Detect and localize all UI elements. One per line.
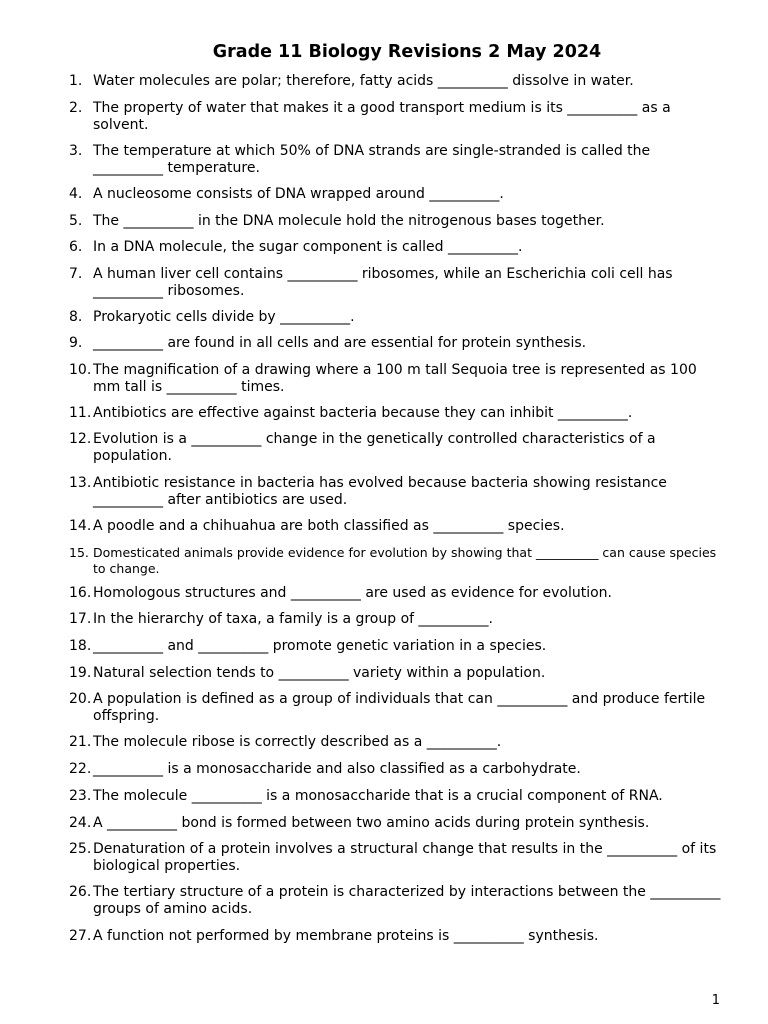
question-number: 8.: [69, 309, 83, 325]
question-item: [69, 884, 721, 917]
question-item: [69, 691, 721, 724]
question-text: Domesticated animals provide evidence for evolution by showing that __________ can cause species to change.: [93, 545, 717, 576]
question-text: The molecule __________ is a monosaccharide that is a crucial component of RNA.: [93, 788, 663, 804]
question-item: [69, 266, 721, 299]
question-item: [69, 841, 721, 874]
question-text: The __________ in the DNA molecule hold the nitrogenous bases together.: [93, 213, 605, 229]
question-item: [69, 335, 721, 352]
question-item: [69, 362, 721, 395]
question-item: [69, 405, 721, 422]
question-number: 9.: [69, 335, 83, 351]
page-title: Grade 11 Biology Revisions 2 May 2024: [212, 42, 602, 62]
question-text: A __________ bond is formed between two amino acids during protein synthesis.: [93, 815, 650, 831]
question-number: 24.: [69, 815, 92, 831]
question-item: [69, 518, 721, 535]
question-text: __________ are found in all cells and are essential for protein synthesis.: [93, 335, 587, 351]
question-number: 18.: [69, 638, 92, 654]
question-item: [69, 815, 721, 832]
question-number: 19.: [69, 665, 92, 681]
question-text: In a DNA molecule, the sugar component is called __________.: [93, 239, 523, 255]
question-text: A poodle and a chihuahua are both classified as __________ species.: [93, 518, 565, 534]
question-text: Evolution is a __________ change in the genetically controlled characteristics of a population.: [93, 431, 656, 464]
question-text: The temperature at which 50% of DNA strands are single-stranded is called the __________ temperature.: [93, 143, 651, 176]
question-number: 22.: [69, 761, 92, 777]
question-item: [69, 585, 721, 602]
question-text: Antibiotics are effective against bacteria because they can inhibit __________.: [93, 405, 633, 421]
question-text: The property of water that makes it a good transport medium is its __________ as a solvent.: [93, 100, 671, 133]
question-item: [69, 213, 721, 230]
question-number: 4.: [69, 186, 83, 202]
question-number: 2.: [69, 100, 83, 116]
question-text: Homologous structures and __________ are used as evidence for evolution.: [93, 585, 612, 601]
question-text: Water molecules are polar; therefore, fatty acids __________ dissolve in water.: [93, 73, 634, 89]
question-number: 25.: [69, 841, 92, 857]
question-number: 3.: [69, 143, 83, 159]
question-text: Denaturation of a protein involves a structural change that results in the __________ of its biological properties.: [93, 841, 717, 874]
question-item: [69, 143, 721, 176]
question-text: Natural selection tends to __________ variety within a population.: [93, 665, 546, 681]
question-number: 6.: [69, 239, 83, 255]
question-number: 17.: [69, 611, 92, 627]
question-item: [69, 545, 721, 576]
question-item: [69, 928, 721, 945]
question-text: The molecule ribose is correctly described as a __________.: [93, 734, 502, 750]
question-number: 7.: [69, 266, 83, 282]
question-text: A population is defined as a group of individuals that can __________ and produce fertile offspring.: [93, 691, 706, 724]
question-number: 14.: [69, 518, 92, 534]
question-text: Antibiotic resistance in bacteria has evolved because bacteria showing resistance __________ after antibiotics are used.: [93, 475, 667, 508]
question-item: [69, 431, 721, 464]
question-number: 13.: [69, 475, 92, 491]
question-number: 16.: [69, 585, 92, 601]
question-item: [69, 761, 721, 778]
question-number: 27.: [69, 928, 92, 944]
question-number: 11.: [69, 405, 92, 421]
question-item: [69, 734, 721, 751]
question-number: 1.: [69, 73, 83, 89]
question-text: A nucleosome consists of DNA wrapped around __________.: [93, 186, 504, 202]
question-item: [69, 788, 721, 805]
question-item: [69, 665, 721, 682]
question-number: 26.: [69, 884, 92, 900]
question-number: 20.: [69, 691, 92, 707]
question-text: The magnification of a drawing where a 100 m tall Sequoia tree is represented as 100 mm tall is __________ times.: [93, 362, 697, 395]
question-item: [69, 73, 721, 90]
question-item: [69, 611, 721, 628]
question-text: The tertiary structure of a protein is characterized by interactions between the __________ groups of amino acids.: [93, 884, 721, 917]
question-item: [69, 475, 721, 508]
question-item: [69, 638, 721, 655]
question-number: 21.: [69, 734, 92, 750]
question-number: 23.: [69, 788, 92, 804]
question-item: [69, 186, 721, 203]
page-number: 1: [711, 993, 720, 1008]
question-text: __________ is a monosaccharide and also classified as a carbohydrate.: [93, 761, 581, 777]
question-text: A function not performed by membrane proteins is __________ synthesis.: [93, 928, 599, 944]
question-number: 5.: [69, 213, 83, 229]
question-text: A human liver cell contains __________ ribosomes, while an Escherichia coli cell has __________ ribosomes.: [93, 266, 673, 299]
question-item: [69, 309, 721, 326]
question-number: 15.: [69, 545, 89, 560]
question-text: __________ and __________ promote genetic variation in a species.: [93, 638, 547, 654]
question-item: [69, 239, 721, 256]
question-number: 10.: [69, 362, 92, 378]
question-text: In the hierarchy of taxa, a family is a group of __________.: [93, 611, 493, 627]
question-text: Prokaryotic cells divide by __________.: [93, 309, 355, 325]
question-item: [69, 100, 721, 133]
question-number: 12.: [69, 431, 92, 447]
